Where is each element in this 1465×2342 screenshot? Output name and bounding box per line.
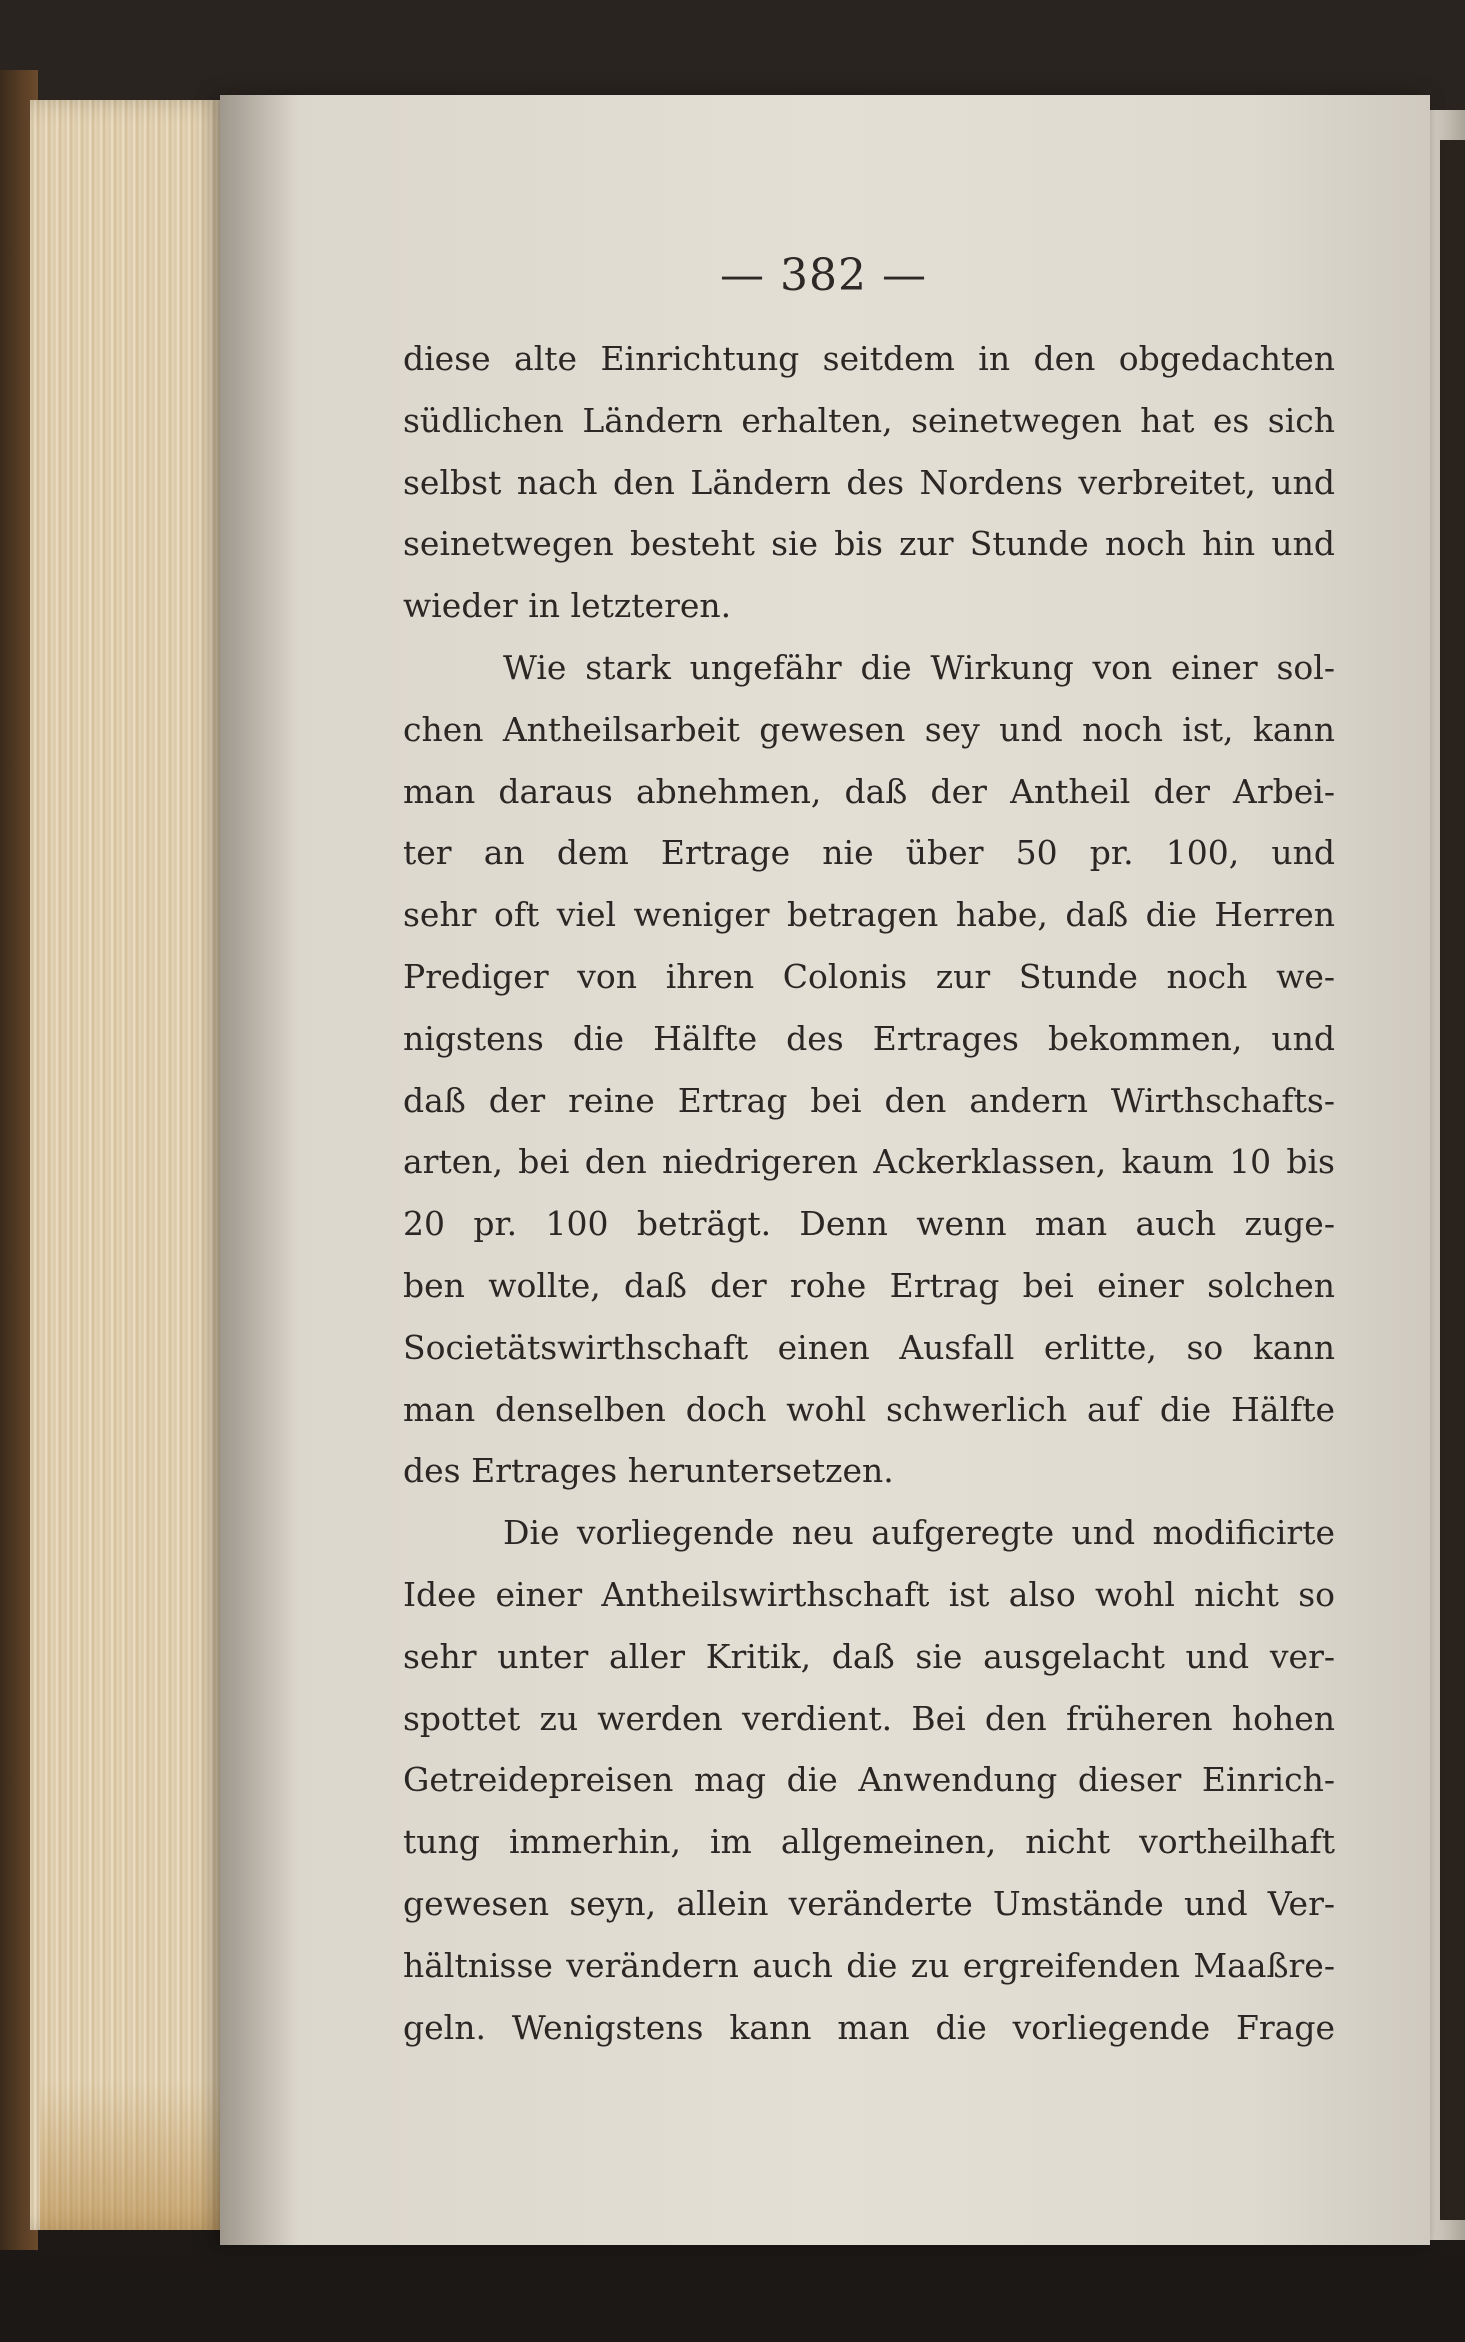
text-line: wieder in letzteren. [403,586,732,626]
paragraph-start: Wie stark ungefähr die Wirkung von einer sol- [503,647,1335,687]
text-line: man daraus abnehmen, daß der Antheil der Arbei- [403,771,1335,811]
text-line: sehr unter aller Kritik, daß sie ausgelacht und ver- [403,1636,1335,1676]
text-line: sehr oft viel weniger betragen habe, daß die Herren [403,895,1335,935]
text-line: selbst nach den Ländern des Nordens verbreitet, und [403,462,1335,502]
text-line: chen Antheilsarbeit gewesen sey und noch ist, kann [403,709,1335,749]
text-line: 20 pr. 100 beträgt. Denn wenn man auch zuge- [403,1204,1335,1244]
page-stack [30,100,240,2230]
text-line: seinetwegen besteht sie bis zur Stunde noch hin und [403,524,1335,564]
text-line: ter an dem Ertrage nie über 50 pr. 100, und [403,833,1335,873]
text-line: gewesen seyn, allein veränderte Umstände und Ver- [403,1883,1335,1923]
text-line: südlichen Ländern erhalten, seinetwegen hat es sich [403,400,1335,440]
text-line: diese alte Einrichtung seitdem in den obgedachten [403,339,1335,378]
paragraph-start: Die vorliegende neu aufgeregte und modificirte [503,1513,1335,1553]
text-line: ben wollte, daß der rohe Ertrag bei einer solchen [403,1265,1335,1305]
text-line: arten, bei den niedrigeren Ackerklassen, kaum 10 bis [403,1142,1335,1182]
text-line: spottet zu werden verdient. Bei den früheren hohen [403,1698,1335,1738]
text-line: Prediger von ihren Colonis zur Stunde noch we- [403,956,1335,996]
page-stack-gilt [40,2080,240,2230]
body-text [403,328,1335,2058]
text-line: man denselben doch wohl schwerlich auf die Hälfte [403,1389,1335,1429]
right-cover-edge [1440,140,1465,2220]
text-line: Getreidepreisen mag die Anwendung dieser Einrich- [403,1760,1335,1800]
text-line: Societätswirthschaft einen Ausfall erlitte, so kann [403,1327,1335,1367]
text-line: geln. Wenigstens kann man die vorliegende Frage [403,2007,1335,2047]
text-line: Idee einer Antheilswirthschaft ist also wohl nicht so [403,1574,1335,1614]
text-line: nigstens die Hälfte des Ertrages bekommen, und [403,1018,1335,1058]
text-line: tung immerhin, im allgemeinen, nicht vortheilhaft [403,1822,1335,1862]
text-line: daß der reine Ertrag bei den andern Wirthschafts- [403,1080,1335,1120]
text-line: hältnisse verändern auch die zu ergreifenden Maaßre- [403,1945,1335,1985]
gutter-shadow [220,95,300,2245]
text-line: des Ertrages heruntersetzen. [403,1451,894,1491]
page-number: — 382 — [720,250,927,301]
